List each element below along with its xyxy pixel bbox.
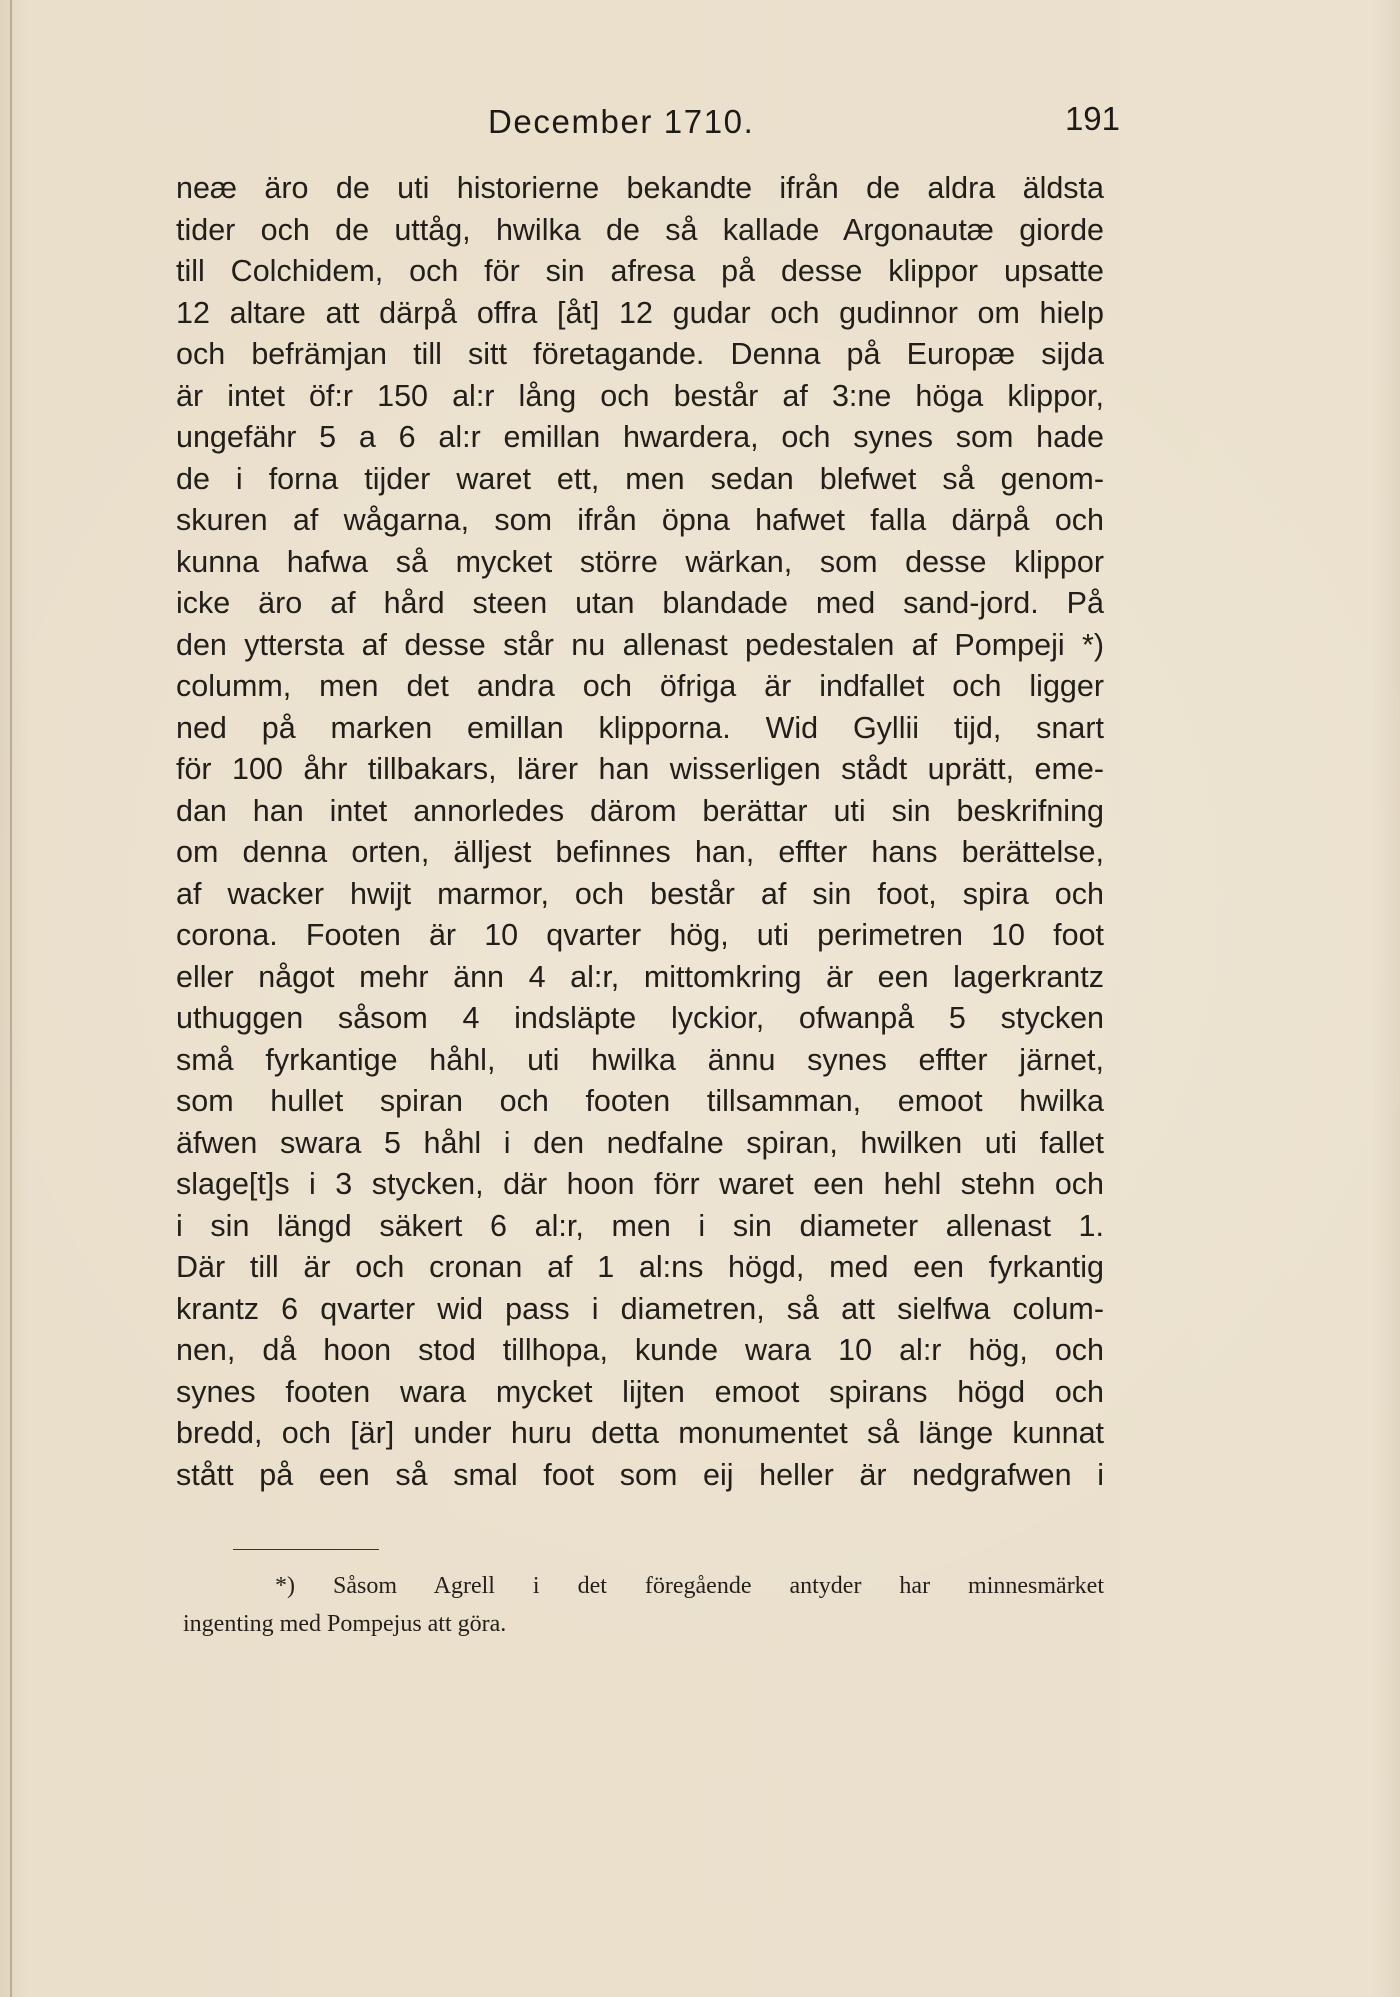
- text-line: stått på een så smal foot som eij heller är nedgrafwen i: [176, 1457, 1104, 1492]
- text-line: 12 altare att därpå offra [åt] 12 gudar och gudinnor om hielp: [176, 295, 1104, 330]
- text-line: eller något mehr änn 4 al:r, mittomkring är een lagerkrantz: [176, 959, 1104, 994]
- text-line: för 100 åhr tillbakars, lärer han wisserligen stådt uprätt, eme-: [176, 752, 1104, 786]
- text-line: små fyrkantige håhl, uti hwilka ännu synes effter järnet,: [176, 1042, 1104, 1077]
- text-line: är intet öf:r 150 al:r lång och består af 3:ne höga klippor,: [176, 378, 1104, 413]
- text-line: af wacker hwijt marmor, och består af sin foot, spira och: [176, 876, 1104, 911]
- running-header: December 1710.: [488, 103, 755, 140]
- main-text: [176, 168, 1104, 1496]
- text-line: som hullet spiran och footen tillsamman, emoot hwilka: [176, 1084, 1104, 1118]
- page-number: 191: [1064, 100, 1120, 137]
- text-line: kunna hafwa så mycket större wärkan, som desse klippor: [176, 544, 1104, 579]
- text-line: columm, men det andra och öfriga är indfallet och ligger: [176, 669, 1104, 703]
- text-line: slage[t]s i 3 stycken, där hoon förr waret een hehl stehn och: [176, 1167, 1104, 1201]
- footnote: [183, 1567, 1104, 1643]
- text-line: uthuggen såsom 4 indsläpte lyckior, ofwanpå 5 stycken: [176, 1001, 1104, 1035]
- text-line: och befrämjan till sitt företagande. Denna på Europæ sijda: [176, 337, 1104, 371]
- page-edge-rule: [10, 0, 12, 1997]
- text-line: corona. Footen är 10 qvarter hög, uti perimetren 10 foot: [176, 918, 1104, 952]
- text-line: om denna orten, älljest befinnes han, effter hans berättelse,: [176, 835, 1104, 869]
- text-line: krantz 6 qvarter wid pass i diametren, så att sielfwa colum-: [176, 1291, 1104, 1326]
- text-line: i sin längd säkert 6 al:r, men i sin diameter allenast 1.: [176, 1208, 1104, 1243]
- text-line: ungefähr 5 a 6 al:r emillan hwardera, och synes som hade: [176, 420, 1104, 454]
- text-line: tider och de uttåg, hwilka de så kallade Argonautæ giorde: [176, 212, 1104, 247]
- text-line: skuren af wågarna, som ifrån öpna hafwet falla därpå och: [176, 503, 1104, 537]
- text-line: äfwen swara 5 håhl i den nedfalne spiran, hwilken uti fallet: [176, 1125, 1104, 1160]
- footnote-line: *) Såsom Agrell i det föregående antyder har minnesmärket: [275, 1573, 1104, 1599]
- text-line: synes footen wara mycket lijten emoot spirans högd och: [176, 1374, 1104, 1409]
- text-line: nen, då hoon stod tillhopa, kunde wara 10 al:r hög, och: [176, 1333, 1104, 1367]
- text-line: icke äro af hård steen utan blandade med sand-jord. På: [176, 586, 1104, 620]
- footnote-divider: [233, 1549, 379, 1550]
- text-line: de i forna tijder waret ett, men sedan blefwet så genom-: [176, 461, 1104, 496]
- text-line: neæ äro de uti historierne bekandte ifrån de aldra äldsta: [176, 171, 1104, 205]
- text-line: dan han intet annorledes därom berättar uti sin beskrifning: [176, 793, 1104, 828]
- footnote-line: ingenting med Pompejus att göra.: [183, 1611, 507, 1637]
- text-line: den yttersta af desse står nu allenast pedestalen af Pompeji *): [176, 627, 1104, 662]
- text-line: ned på marken emillan klipporna. Wid Gyllii tijd, snart: [176, 710, 1104, 745]
- text-line: till Colchidem, och för sin afresa på desse klippor upsatte: [176, 254, 1104, 288]
- text-line: bredd, och [är] under huru detta monumentet så länge kunnat: [176, 1416, 1104, 1450]
- text-line: Där till är och cronan af 1 al:ns högd, med een fyrkantig: [176, 1250, 1104, 1284]
